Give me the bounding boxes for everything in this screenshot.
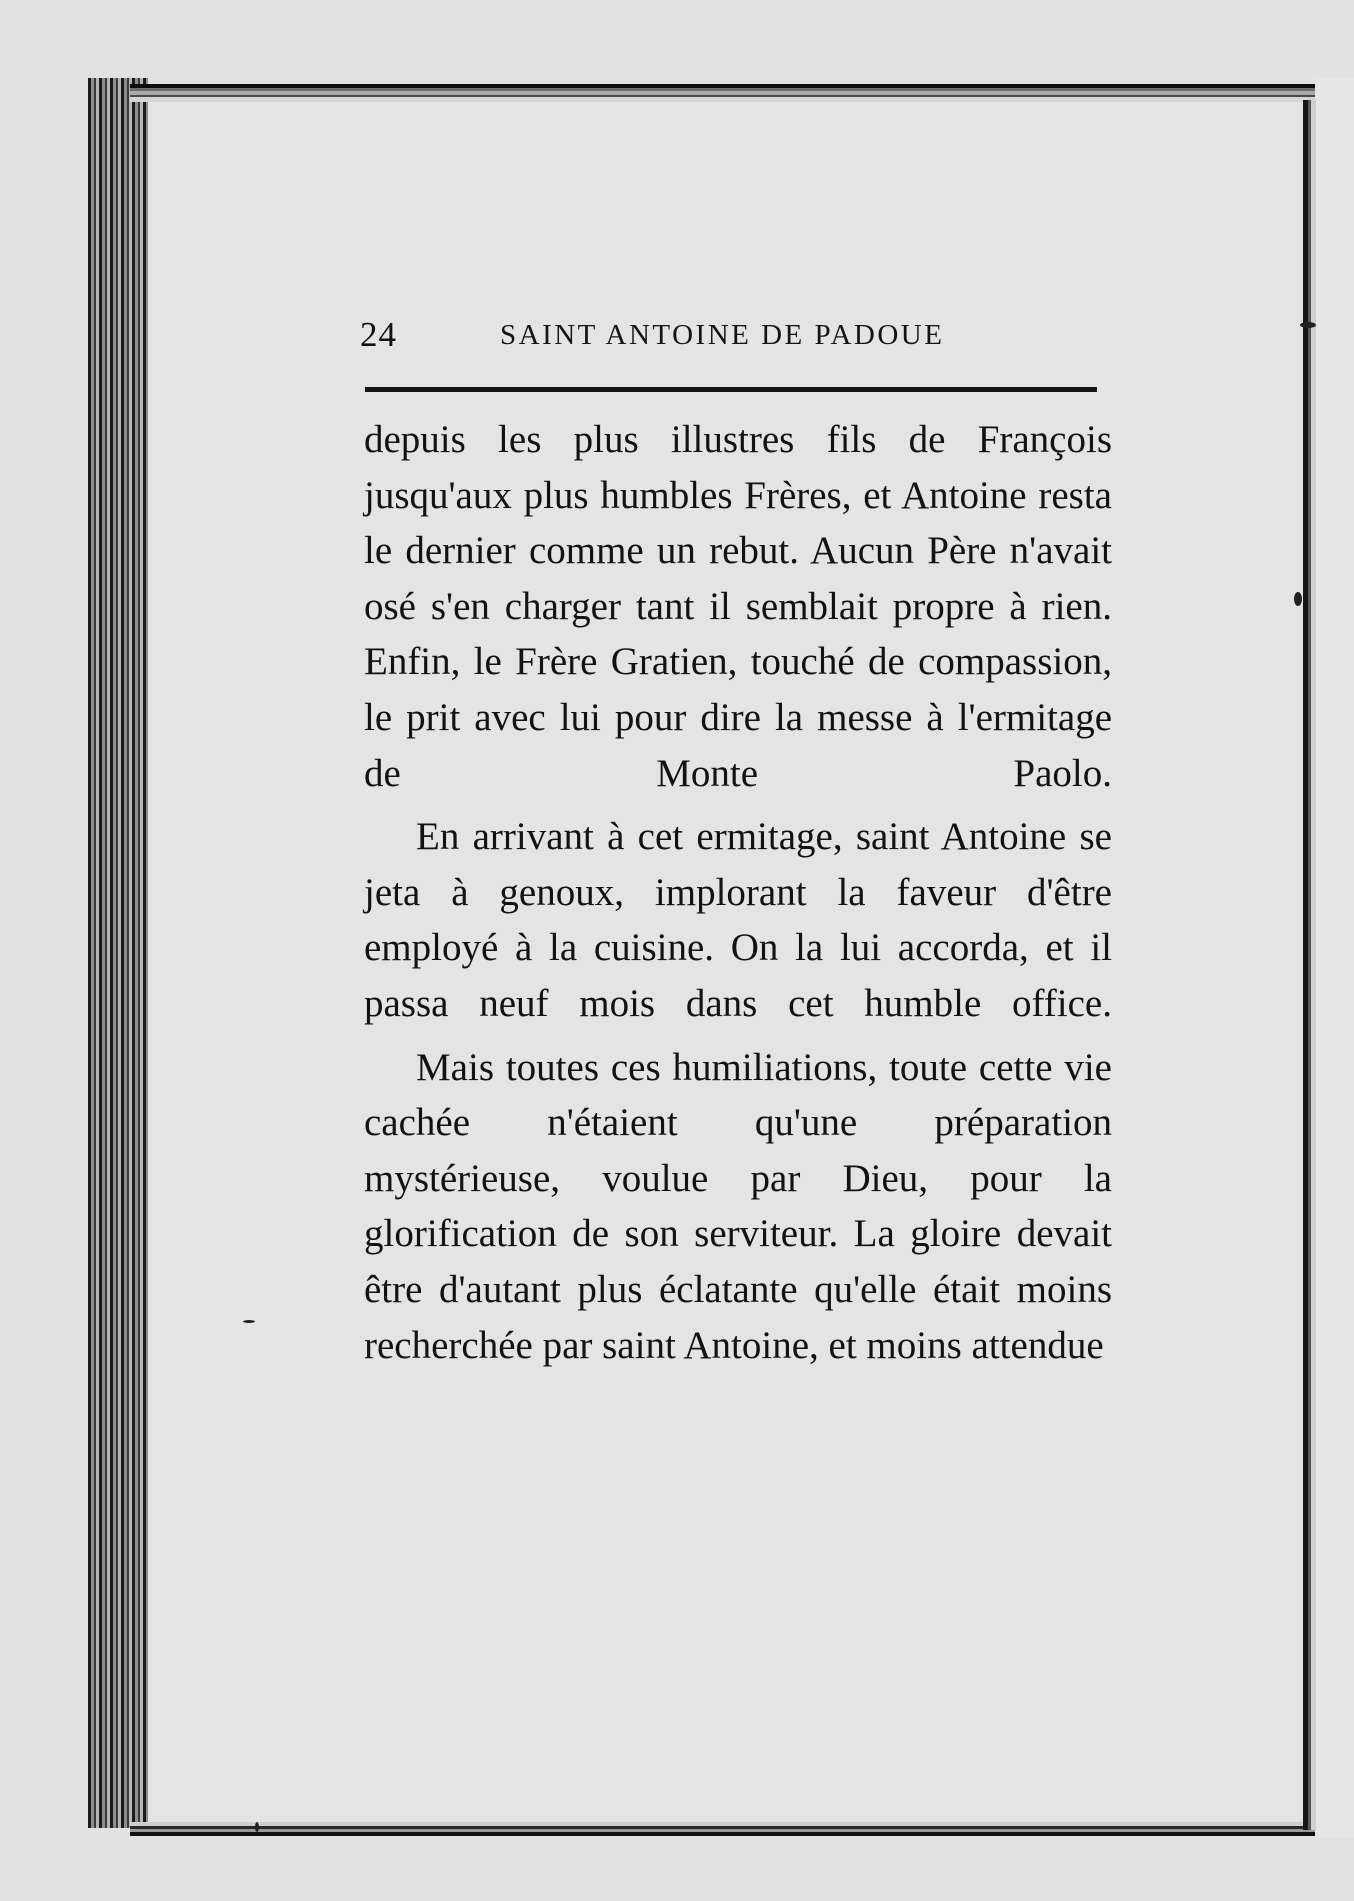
book-spine <box>88 78 148 1828</box>
body-text <box>364 412 1112 1381</box>
page-top-edge <box>130 84 1315 102</box>
page-bottom-edge <box>130 1822 1315 1836</box>
paragraph-ermitage: En arrivant à cet ermitage, saint Antoine se jeta à genoux, implorant la faveur d'être employé à la cuisine. On la lui accorda, et il passa neuf mois dans cet humble office. <box>364 815 1112 1025</box>
page-right-edge <box>1303 100 1316 1830</box>
scan-speck <box>243 1320 255 1323</box>
running-header <box>360 315 1100 365</box>
scan-speck <box>1294 592 1302 606</box>
paragraph-continuation: depuis les plus illustres fils de François jusqu'aux plus humbles Frères, et Antoine resta le dernier comme un rebut. Aucun Père n'avait osé s'en charger tant il semblait propre à rien. Enfin, le Frère Gratien, touché de compassion, le prit avec lui pour dire la messe à l'ermitage de Monte Paolo. <box>364 418 1112 795</box>
header-rule <box>365 387 1097 392</box>
scan-margin <box>1316 78 1354 1838</box>
page-number: 24 <box>360 315 397 354</box>
scan-speck <box>1300 322 1316 328</box>
running-title: SAINT ANTOINE DE PADOUE <box>500 319 945 351</box>
scan-speck <box>255 1822 259 1832</box>
paragraph-humiliations: Mais toutes ces humiliations, toute cette vie cachée n'étaient qu'une préparation mystérieuse, voulue par Dieu, pour la glorification de son serviteur. La gloire devait être d'autant plus éclatante qu'elle était moins recherchée par saint Antoine, et moins attendue <box>364 1045 1112 1367</box>
